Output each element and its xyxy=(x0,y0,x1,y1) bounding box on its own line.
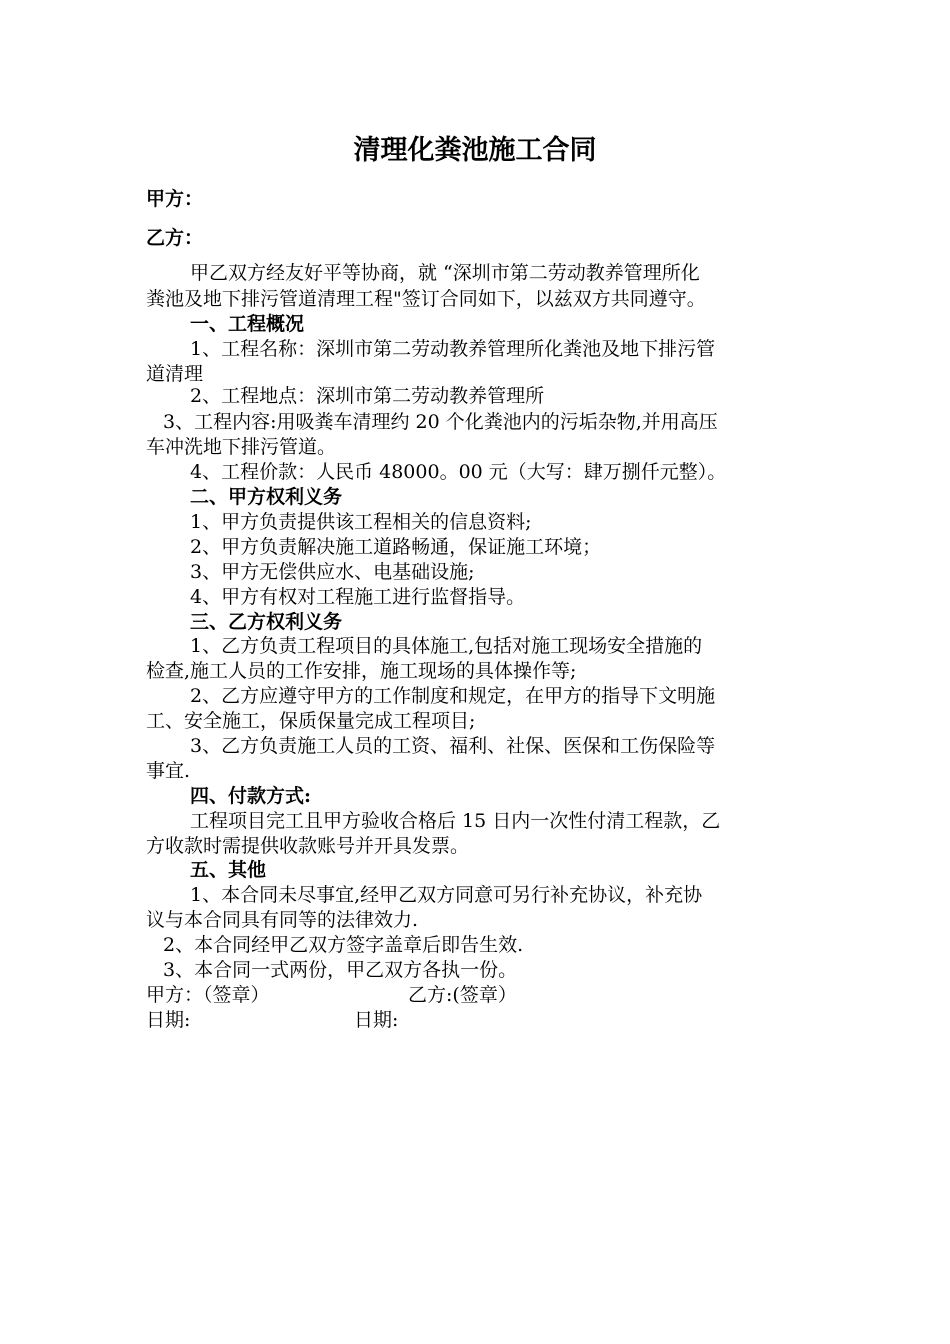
intro-line-2: 粪池及地下排污管道清理工程"签订合同如下，以兹双方共同遵守。 xyxy=(146,288,706,310)
section-5-item-3: 3、本合同一式两份，甲乙双方各执一份。 xyxy=(163,959,518,981)
page-title: 清理化粪池施工合同 xyxy=(353,135,597,166)
section-2-heading: 二、甲方权利义务 xyxy=(190,486,343,508)
section-3-item-3: 3、乙方负责施工人员的工资、福利、社保、医保和工伤保险等 xyxy=(190,735,716,757)
section-5-item-1: 1、本合同未尽事宜,经甲乙双方同意可另行补充协议，补充协 xyxy=(190,884,703,906)
section-5-item-1-cont: 议与本合同具有同等的法律效力. xyxy=(146,909,419,931)
signature-party-a: 甲方：（签章） xyxy=(146,984,270,1006)
date-party-a: 日期: xyxy=(146,1009,191,1031)
section-1-heading: 一、工程概况 xyxy=(190,313,305,335)
section-1-item-3-cont: 车冲洗地下排污管道。 xyxy=(146,436,337,458)
section-3-item-2-cont: 工、安全施工，保质保量完成工程项目; xyxy=(146,710,476,732)
section-1-item-3: 3、工程内容:用吸粪车清理约 20 个化粪池内的污垢杂物,并用高压 xyxy=(163,411,718,433)
section-3-item-2: 2、乙方应遵守甲方的工作制度和规定，在甲方的指导下文明施 xyxy=(190,685,716,707)
section-4-text-cont: 方收款时需提供收款账号并开具发票。 xyxy=(146,835,470,857)
signature-party-b: 乙方:(签章） xyxy=(408,984,517,1006)
party-a-label: 甲方： xyxy=(146,188,204,210)
section-3-item-3-cont: 事宜. xyxy=(146,760,191,782)
section-1-item-1: 1、工程名称：深圳市第二劳动教养管理所化粪池及地下排污管 xyxy=(190,338,716,360)
intro-line-1: 甲乙双方经友好平等协商，就 “深圳市第二劳动教养管理所化 xyxy=(190,262,700,284)
section-3-heading: 三、乙方权利义务 xyxy=(190,611,343,633)
section-2-item-1: 1、甲方负责提供该工程相关的信息资料; xyxy=(190,511,532,533)
section-1-item-1-cont: 道清理 xyxy=(146,363,204,385)
section-5-heading: 五、其他 xyxy=(190,859,267,881)
section-5-item-2: 2、本合同经甲乙双方签字盖章后即告生效. xyxy=(163,934,524,956)
section-2-item-2: 2、甲方负责解决施工道路畅通，保证施工环境； xyxy=(190,536,602,558)
section-1-item-2: 2、工程地点：深圳市第二劳动教养管理所 xyxy=(190,385,545,407)
section-4-text: 工程项目完工且甲方验收合格后 15 日内一次性付清工程款，乙 xyxy=(190,810,721,832)
section-1-item-4: 4、工程价款：人民币 48000。00 元（大写：肆万捌仟元整）。 xyxy=(190,461,727,483)
section-3-item-1: 1、乙方负责工程项目的具体施工,包括对施工现场安全措施的 xyxy=(190,635,703,657)
date-party-b: 日期: xyxy=(354,1009,399,1031)
section-4-heading: 四、付款方式: xyxy=(190,785,312,807)
party-b-label: 乙方： xyxy=(146,227,204,249)
section-2-item-4: 4、甲方有权对工程施工进行监督指导。 xyxy=(190,586,526,608)
section-3-item-1-cont: 检查,施工人员的工作安排，施工现场的具体操作等; xyxy=(146,660,577,682)
section-2-item-3: 3、甲方无偿供应水、电基础设施; xyxy=(190,561,475,583)
